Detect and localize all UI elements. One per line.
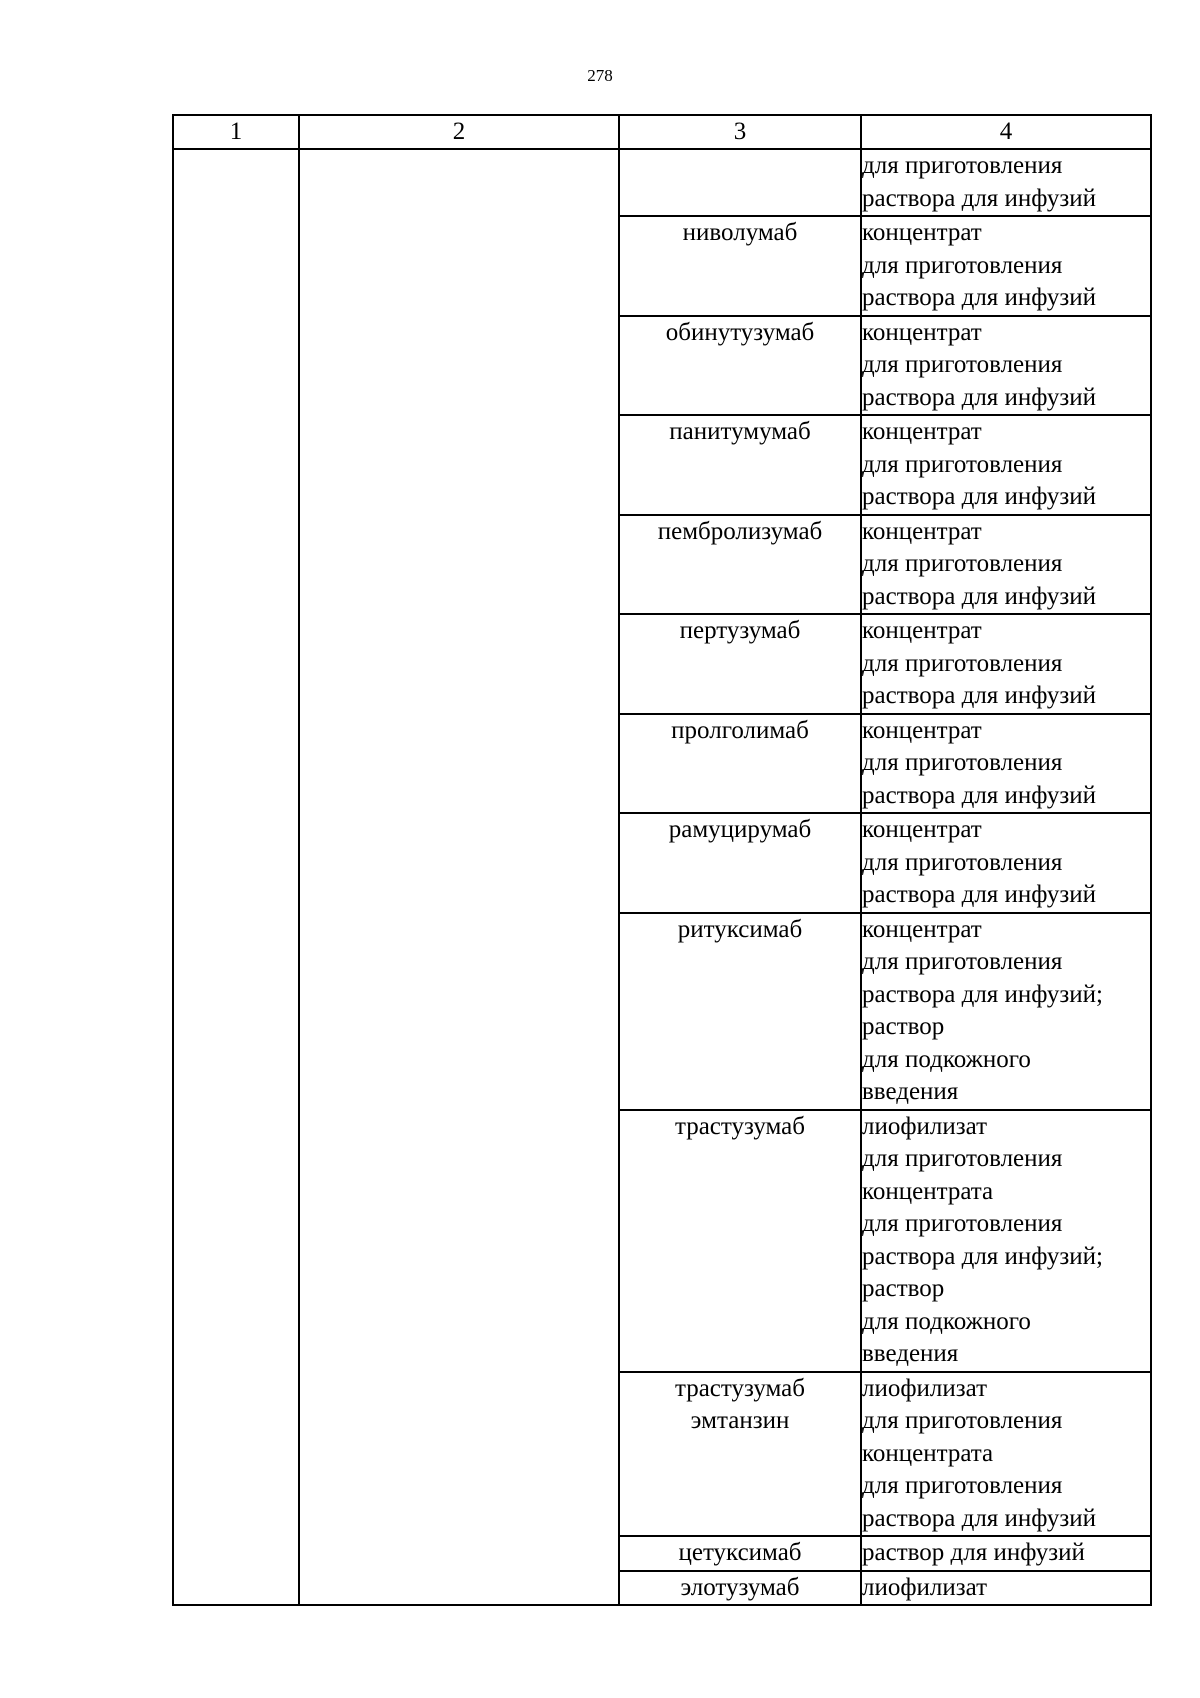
column-header-2: 2 xyxy=(299,115,619,149)
dosage-form-line: концентрат xyxy=(862,219,982,246)
column-header-1: 1 xyxy=(173,115,299,149)
drug-name-line: пембролизумаб xyxy=(657,517,823,545)
dosage-form-line: для приготовления xyxy=(862,1145,1063,1172)
drug-table xyxy=(172,114,1152,1606)
dosage-form-line: раствора для инфузий xyxy=(862,383,1097,411)
dosage-form-cell xyxy=(861,515,1151,615)
drug-name-cell xyxy=(619,913,861,1110)
drug-name-line: пролголимаб xyxy=(671,716,809,744)
dosage-form-line: для приготовления xyxy=(862,550,1063,577)
table-body xyxy=(173,149,1151,1605)
drug-name-cell xyxy=(619,415,861,515)
dosage-form-line: для приготовления xyxy=(862,351,1063,378)
dosage-form-line: для приготовления xyxy=(862,948,1063,975)
dosage-form-line: раствора для инфузий; xyxy=(862,1242,1103,1270)
drug-name-line: эмтанзин xyxy=(690,1407,790,1434)
page-number: 278 xyxy=(587,66,613,85)
drug-name-line: ниволумаб xyxy=(682,219,798,246)
dosage-form-line: введения xyxy=(862,1078,959,1105)
dosage-form-line: для приготовления xyxy=(862,649,1063,677)
drug-name-cell xyxy=(619,1110,861,1372)
drug-name-cell xyxy=(619,1536,861,1571)
dosage-form-line: для приготовления xyxy=(862,749,1063,776)
column-2-cell xyxy=(299,149,619,1605)
dosage-form-line: для приготовления xyxy=(862,1472,1063,1499)
dosage-form-cell xyxy=(861,813,1151,913)
dosage-form-cell xyxy=(861,614,1151,714)
dosage-form-line: для приготовления xyxy=(862,251,1063,279)
drug-name-cell xyxy=(619,1571,861,1606)
dosage-form-line: для подкожного xyxy=(862,1045,1031,1073)
dosage-form-line: введения xyxy=(862,1340,959,1367)
dosage-form-line: раствора для инфузий xyxy=(862,781,1097,809)
drug-name-cell xyxy=(619,316,861,416)
dosage-form-line: лиофилизат xyxy=(862,1112,988,1140)
drug-name-line: обинутузумаб xyxy=(665,318,815,346)
dosage-form-line: лиофилизат xyxy=(862,1573,988,1601)
drug-name-line: трастузумаб xyxy=(674,1112,805,1140)
dosage-form-line: концентрата xyxy=(862,1439,994,1467)
dosage-form-cell xyxy=(861,1372,1151,1537)
dosage-form-line: для приготовления xyxy=(862,450,1063,478)
drug-name-line: ритуксимаб xyxy=(677,915,803,943)
dosage-form-line: для приготовления xyxy=(862,848,1063,876)
dosage-form-line: концентрат xyxy=(862,716,982,744)
column-header-3: 3 xyxy=(619,115,861,149)
table-row xyxy=(173,149,1151,216)
dosage-form-line: концентрат xyxy=(862,517,982,545)
dosage-form-line: концентрата xyxy=(862,1177,994,1205)
dosage-form-line: раствора для инфузий xyxy=(862,184,1097,212)
dosage-form-cell xyxy=(861,913,1151,1110)
dosage-form-cell xyxy=(861,216,1151,316)
drug-name-line: цетуксимаб xyxy=(678,1539,802,1566)
drug-name-cell xyxy=(619,714,861,814)
drug-name-line: рамуцирумаб xyxy=(668,816,812,843)
drug-name-cell xyxy=(619,515,861,615)
dosage-form-cell xyxy=(861,316,1151,416)
dosage-form-line: раствор xyxy=(862,1013,945,1040)
drug-name-cell xyxy=(619,813,861,913)
drug-name-line: пертузумаб xyxy=(679,617,801,644)
dosage-form-line: концентрат xyxy=(862,418,982,445)
dosage-form-line: раствора для инфузий xyxy=(862,682,1097,709)
dosage-form-line: раствора для инфузий; xyxy=(862,980,1103,1008)
dosage-form-line: лиофилизат xyxy=(862,1374,988,1402)
dosage-form-line: раствора для инфузий xyxy=(862,881,1097,908)
dosage-form-cell xyxy=(861,1536,1151,1571)
dosage-form-line: раствора для инфузий xyxy=(862,284,1097,311)
dosage-form-line: концентрат xyxy=(862,318,982,346)
drug-name-line: элотузумаб xyxy=(680,1573,800,1601)
drug-name-line: панитумумаб xyxy=(669,418,811,445)
drug-name-cell xyxy=(619,216,861,316)
table-header-row xyxy=(173,115,1151,149)
dosage-form-line: концентрат xyxy=(862,816,982,843)
dosage-form-line: раствора для инфузий xyxy=(862,582,1097,610)
dosage-form-line: для приготовления xyxy=(862,1210,1063,1237)
dosage-form-line: для приготовления xyxy=(862,152,1063,179)
drug-name-cell xyxy=(619,149,861,216)
dosage-form-cell xyxy=(861,149,1151,216)
dosage-form-line: раствор для инфузий xyxy=(862,1539,1085,1566)
dosage-form-line: концентрат xyxy=(862,915,982,943)
dosage-form-cell xyxy=(861,714,1151,814)
dosage-form-line: концентрат xyxy=(862,617,982,644)
dosage-form-cell xyxy=(861,1110,1151,1372)
column-header-4: 4 xyxy=(861,115,1151,149)
dosage-form-line: для приготовления xyxy=(862,1407,1063,1434)
dosage-form-cell xyxy=(861,415,1151,515)
dosage-form-line: раствора для инфузий xyxy=(862,483,1097,510)
dosage-form-line: раствора для инфузий xyxy=(862,1504,1097,1532)
drug-name-cell xyxy=(619,614,861,714)
dosage-form-line: раствор xyxy=(862,1275,945,1302)
dosage-form-cell xyxy=(861,1571,1151,1606)
column-1-cell xyxy=(173,149,299,1605)
drug-name-cell xyxy=(619,1372,861,1537)
drug-name-line: трастузумаб xyxy=(674,1374,805,1402)
dosage-form-line: для подкожного xyxy=(862,1307,1031,1335)
